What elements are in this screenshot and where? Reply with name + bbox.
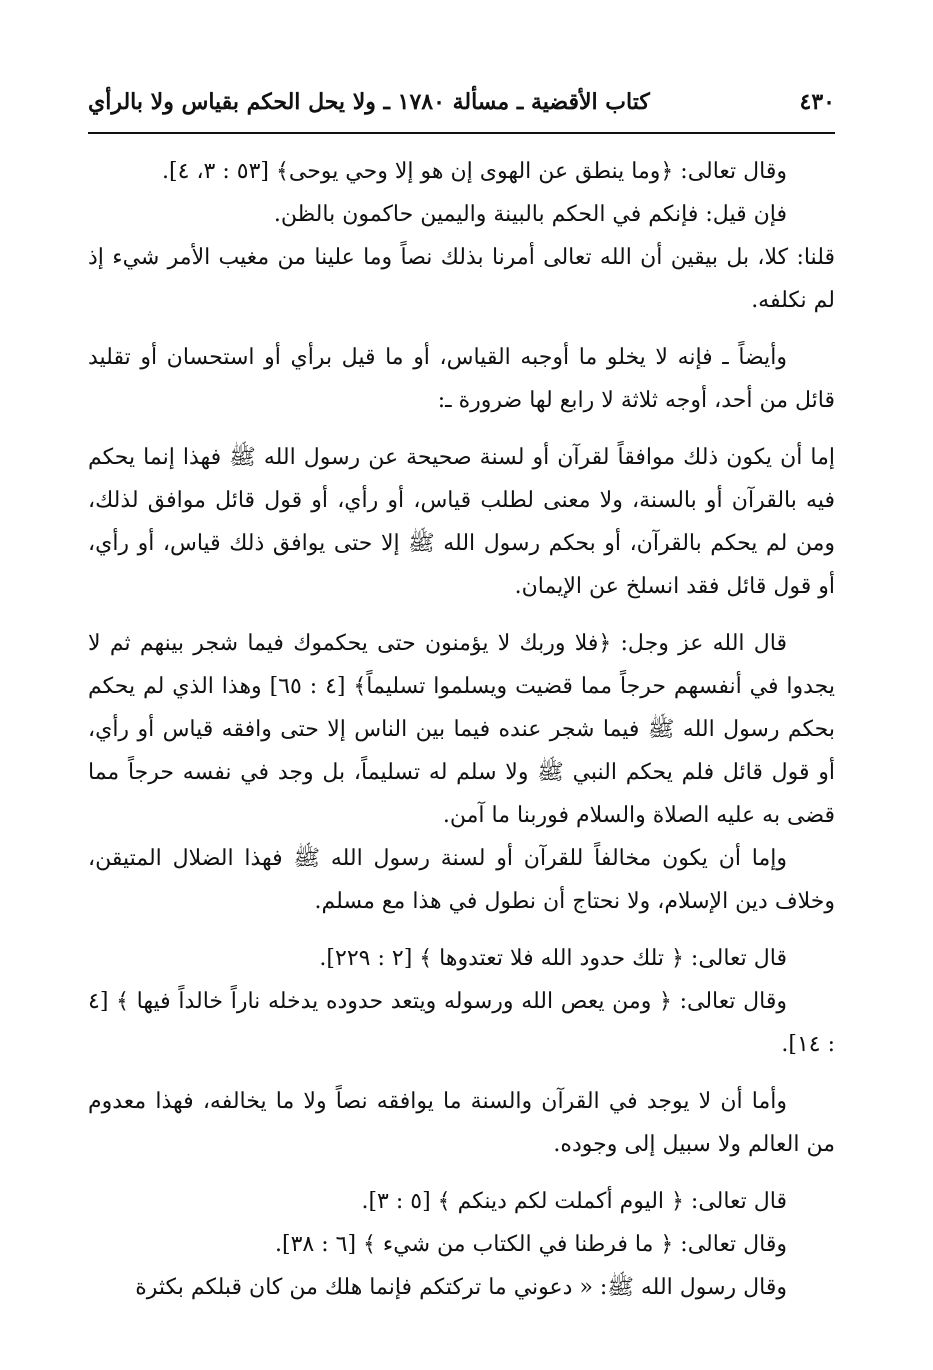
main-text [88,150,835,1309]
paragraph-verse-6: وقال تعالى: ﴿ ما فرطنا في الكتاب من شيء ﴾ [٦ : ٣٨]. [275,1232,787,1257]
paragraph-case-two: وإما أن يكون مخالفاً للقرآن أو لسنة رسول الله ﷺ فهذا الضلال المتيقن، وخلاف دين الإسلام، ولا نحتاج أن نطول في هذا مع مسلم. [88,846,835,914]
page-header [88,78,835,126]
paragraph-hadith: وقال رسول الله ﷺ: « دعوني ما تركتكم فإنما هلك من كان قبلكم بكثرة [135,1275,787,1300]
paragraph-verse-5: قال تعالى: ﴿ اليوم أكملت لكم دينكم ﴾ [٥ : ٣]. [361,1189,787,1214]
page-number: ٤٣٠ [799,89,835,115]
paragraph-reply: قلنا: كلا، بل بيقين أن الله تعالى أمرنا بذلك نصاً وما علينا من مغيب الأمر شيء إذ لم نكلفه. [88,245,835,313]
running-title: كتاب الأقضية ـ مسألة ١٧٨٠ ـ ولا يحل الحكم بقياس ولا بالرأي [88,89,650,115]
paragraph-case-one: إما أن يكون ذلك موافقاً لقرآن أو لسنة صحيحة عن رسول الله ﷺ فهذا إنما يحكم فيه بالقرآن أو بالسنة، ولا معنى لطلب قياس، أو رأي، أو قول قائل موافق لذلك، ومن لم يحكم بالقرآن، أو بحكم رسول الله ﷺ إلا حتى يوافق ذلك قياس، أو رأي، أو قول قائل فقد انسلخ عن الإيمان. [88,445,835,599]
paragraph-verse-3: قال تعالى: ﴿ تلك حدود الله فلا تعتدوها ﴾ [٢ : ٢٢٩]. [319,946,787,971]
paragraph-case-three: وأما أن لا يوجد في القرآن والسنة ما يوافقه نصاً ولا ما يخالفه، فهذا معدوم من العالم ولا سبيل إلى وجوده. [88,1089,835,1157]
paragraph-verse-4: وقال تعالى: ﴿ ومن يعص الله ورسوله ويتعد حدوده يدخله ناراً خالداً فيها ﴾ [٤ : ١٤]. [88,989,835,1057]
paragraph-three-cases: وأيضاً ـ فإنه لا يخلو ما أوجبه القياس، أو ما قيل برأي أو استحسان أو تقليد قائل من أحد، أوجه ثلاثة لا رابع لها ضرورة ـ: [88,345,835,413]
paragraph-verse-1: وقال تعالى: ﴿وما ينطق عن الهوى إن هو إلا وحي يوحى﴾ [٥٣ : ٣، ٤]. [162,159,787,184]
paragraph-verse-2: قال الله عز وجل: ﴿فلا وربك لا يؤمنون حتى يحكموك فيما شجر بينهم ثم لا يجدوا في أنفسهم حرجاً مما قضيت ويسلموا تسليماً﴾ [٤ : ٦٥] وهذا الذي لم يحكم بحكم رسول الله ﷺ فيما شجر عنده فيما بين الناس إلا حتى وافقه قياس أو رأي، أو قول قائل فلم يحكم النبي ﷺ ولا سلم له تسليماً، بل وجد في نفسه حرجاً مما قضى به عليه الصلاة والسلام فوربنا ما آمن. [88,631,835,828]
paragraph-objection: فإن قيل: فإنكم في الحكم بالبينة واليمين حاكمون بالظن. [273,202,787,227]
header-divider [88,132,835,134]
